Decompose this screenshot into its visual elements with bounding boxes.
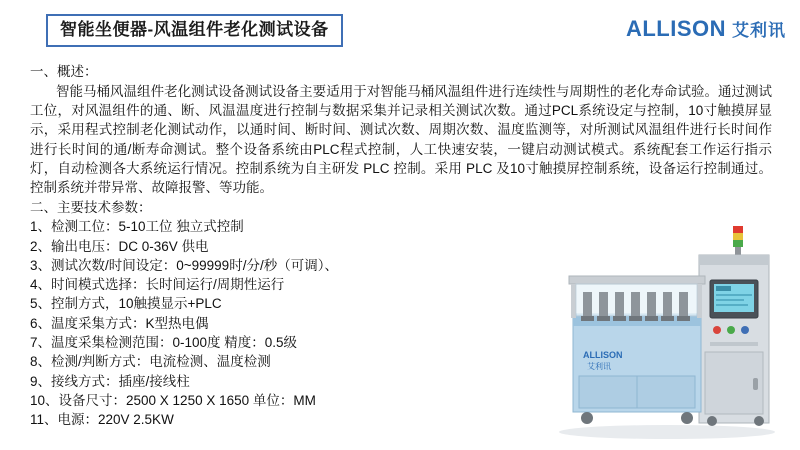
brand-logo — [626, 16, 786, 42]
specs-heading: 二、主要技术参数： — [30, 200, 152, 216]
list-item: 6、温度采集方式：K型热电偶 — [30, 315, 209, 331]
machine-brand-text: ALLISON — [583, 350, 623, 360]
machine-brand-cn-text: 艾利讯 — [587, 362, 611, 371]
list-item: 9、接线方式：插座/接线柱 — [30, 373, 190, 389]
list-item: 3、测试次数/时间设定：0~99999时/分/秒（可调）、 — [30, 257, 338, 273]
brand-name-en: ALLISON — [625, 16, 726, 41]
list-item: 1、检测工位：5-10工位 独立式控制 — [30, 219, 244, 235]
list-item: 7、温度采集检测范围：0-100度 精度：0.5级 — [30, 335, 298, 350]
list-item: 8、检测/判断方式：电流检测、温度检测 — [30, 354, 271, 370]
list-item: 5、控制方式，10触摸显示+PLC — [30, 296, 222, 312]
list-item: 4、时间模式选择：长时间运行/周期性运行 — [30, 277, 285, 293]
list-item: 2、输出电压：DC 0-36V 供电 — [30, 238, 209, 254]
list-item: 10、设备尺寸：2500 X 1250 X 1650 单位：MM — [30, 392, 316, 408]
overview-heading: 一、概述： — [30, 64, 98, 79]
page-header — [0, 0, 800, 58]
specs-list — [30, 217, 575, 429]
tower-light-icon — [733, 226, 743, 255]
brand-name-cn: 艾利讯 — [732, 21, 786, 40]
equipment-photo — [547, 218, 787, 448]
page-title: 智能坐便器-风温组件老化测试设备 — [60, 20, 329, 39]
page-title-box — [46, 14, 343, 47]
overview-paragraph: 智能马桶风温组件老化测试设备测试设备主要适用于对智能马桶风温组件进行连续性与周期性的老化寿命试验。通过测试工位，对风温组件的通、断、风温温度进行控制与数据采集并记录相关测试次数。通过PCL系统设定与控制，10寸触摸屏显示，采用程式控制老化测试动作，以通时间、断时间、测试次数、周期次数、温度监测等，对所测试风温组件进行长时间作进行长时间的通/断寿命测试。整个设备系统由PLC程式控制，人工快速安装，一键启动测试模式。系统配套工作运行指示灯，自动检测各大系统运行情况。控制系统为自主研发 PLC 控制。采用 PLC 及10寸触摸屏控制系统，设备运行控制通过。控制系统并带异常、故障报警、等功能。 — [30, 84, 772, 196]
list-item: 11、电源：220V 2.5KW — [30, 412, 174, 428]
